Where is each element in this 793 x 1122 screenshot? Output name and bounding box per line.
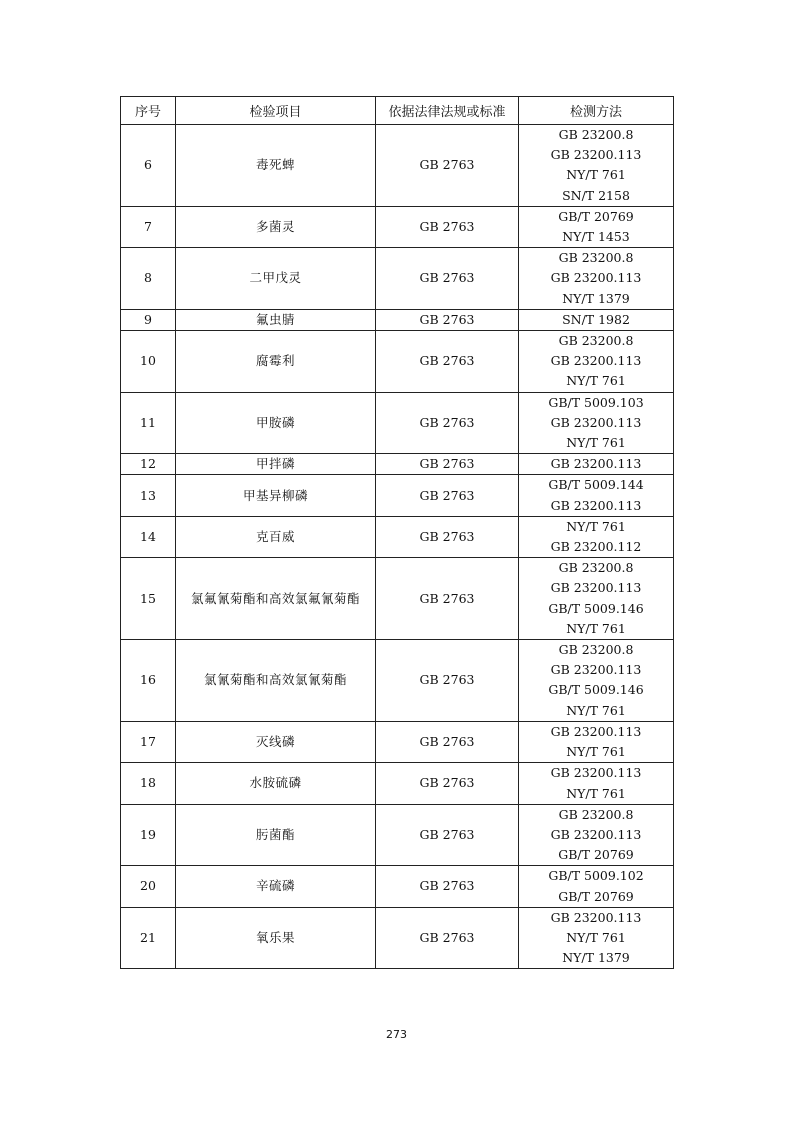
header-legal-basis: 依据法律法规或标准	[376, 97, 519, 125]
test-method-line: GB 23200.113	[550, 765, 642, 781]
table-row	[121, 206, 674, 247]
row-inspection-item: 氯氰菊酯和高效氯氰菊酯	[176, 640, 376, 722]
table-row	[121, 309, 674, 330]
row-serial-number: 13	[121, 475, 176, 516]
test-method-line: GB 23200.113	[550, 826, 642, 842]
test-method-line: SN/T 1982	[562, 311, 630, 327]
row-legal-basis: GB 2763	[376, 206, 519, 247]
test-method-line: NY/T 761	[566, 167, 626, 183]
row-test-methods	[519, 392, 674, 454]
row-serial-number: 19	[121, 804, 176, 866]
row-inspection-item: 克百威	[176, 516, 376, 557]
table-row	[121, 248, 674, 310]
row-inspection-item: 灭线磷	[176, 721, 376, 762]
test-method-line: NY/T 761	[566, 435, 626, 451]
row-test-methods	[519, 763, 674, 804]
test-method-line: GB 23200.8	[558, 250, 634, 266]
row-test-methods	[519, 331, 674, 393]
row-inspection-item: 毒死蜱	[176, 125, 376, 207]
test-method-line: NY/T 761	[566, 785, 626, 801]
table-row	[121, 721, 674, 762]
test-method-line: GB 23200.113	[550, 414, 642, 430]
table-row	[121, 516, 674, 557]
row-legal-basis: GB 2763	[376, 640, 519, 722]
test-method-line: GB/T 20769	[558, 847, 634, 863]
test-method-line: GB 23200.113	[550, 147, 642, 163]
row-legal-basis: GB 2763	[376, 721, 519, 762]
test-method-line: GB 23200.8	[558, 127, 634, 142]
row-serial-number: 6	[121, 125, 176, 207]
table-row	[121, 907, 674, 969]
table-row	[121, 392, 674, 454]
row-inspection-item: 氟虫腈	[176, 309, 376, 330]
row-legal-basis: GB 2763	[376, 866, 519, 907]
row-serial-number: 8	[121, 248, 176, 310]
test-method-line: GB 23200.113	[550, 497, 642, 513]
row-serial-number: 21	[121, 907, 176, 969]
row-inspection-item: 腐霉利	[176, 331, 376, 393]
inspection-table	[120, 96, 674, 969]
test-method-line: GB 23200.8	[558, 642, 634, 658]
inspection-table-container	[120, 96, 673, 969]
row-legal-basis: GB 2763	[376, 516, 519, 557]
row-test-methods	[519, 558, 674, 640]
row-test-methods	[519, 721, 674, 762]
test-method-line: GB 23200.113	[550, 662, 642, 678]
table-row	[121, 558, 674, 640]
row-legal-basis: GB 2763	[376, 454, 519, 475]
row-serial-number: 18	[121, 763, 176, 804]
test-method-line: NY/T 1379	[562, 950, 630, 966]
row-inspection-item: 氧乐果	[176, 907, 376, 969]
row-test-methods	[519, 206, 674, 247]
page-number: 273	[386, 1028, 407, 1041]
header-inspection-item: 检验项目	[176, 97, 376, 125]
row-test-methods	[519, 475, 674, 516]
test-method-line: GB/T 5009.102	[548, 868, 644, 884]
test-method-line: GB/T 5009.103	[548, 394, 644, 410]
row-serial-number: 20	[121, 866, 176, 907]
row-serial-number: 12	[121, 454, 176, 475]
test-method-line: GB 23200.8	[558, 333, 634, 349]
row-legal-basis: GB 2763	[376, 804, 519, 866]
row-test-methods	[519, 866, 674, 907]
test-method-line: GB 23200.8	[558, 806, 634, 822]
table-header-row	[121, 97, 674, 125]
row-legal-basis: GB 2763	[376, 763, 519, 804]
table-row	[121, 475, 674, 516]
row-test-methods	[519, 804, 674, 866]
table-row	[121, 763, 674, 804]
test-method-line: GB 23200.113	[550, 909, 642, 925]
row-legal-basis: GB 2763	[376, 309, 519, 330]
test-method-line: GB 23200.113	[550, 270, 642, 286]
test-method-line: GB 23200.112	[550, 539, 642, 555]
test-method-line: GB 23200.113	[550, 723, 642, 739]
test-method-line: GB/T 20769	[558, 208, 634, 224]
row-serial-number: 9	[121, 309, 176, 330]
table-row	[121, 331, 674, 393]
row-inspection-item: 甲基异柳磷	[176, 475, 376, 516]
row-serial-number: 11	[121, 392, 176, 454]
row-legal-basis: GB 2763	[376, 248, 519, 310]
row-legal-basis: GB 2763	[376, 475, 519, 516]
test-method-line: GB 23200.113	[550, 456, 642, 472]
row-test-methods	[519, 125, 674, 207]
test-method-line: NY/T 761	[566, 929, 626, 945]
row-test-methods	[519, 516, 674, 557]
test-method-line: NY/T 761	[566, 373, 626, 389]
row-serial-number: 16	[121, 640, 176, 722]
table-row	[121, 640, 674, 722]
header-serial-number: 序号	[121, 97, 176, 125]
table-row	[121, 125, 674, 207]
test-method-line: NY/T 1453	[562, 229, 630, 245]
row-legal-basis: GB 2763	[376, 558, 519, 640]
table-row	[121, 454, 674, 475]
row-inspection-item: 氯氟氰菊酯和高效氯氟氰菊酯	[176, 558, 376, 640]
row-serial-number: 15	[121, 558, 176, 640]
test-method-line: NY/T 761	[566, 518, 626, 534]
test-method-line: GB/T 5009.146	[548, 682, 644, 698]
test-method-line: GB 23200.113	[550, 353, 642, 369]
row-inspection-item: 辛硫磷	[176, 866, 376, 907]
test-method-line: GB/T 5009.146	[548, 600, 644, 616]
row-legal-basis: GB 2763	[376, 125, 519, 207]
table-body	[121, 125, 674, 969]
row-serial-number: 7	[121, 206, 176, 247]
row-serial-number: 14	[121, 516, 176, 557]
test-method-line: GB/T 5009.144	[548, 477, 644, 493]
row-legal-basis: GB 2763	[376, 392, 519, 454]
test-method-line: NY/T 761	[566, 620, 626, 636]
header-test-method: 检测方法	[519, 97, 674, 125]
row-inspection-item: 肟菌酯	[176, 804, 376, 866]
row-serial-number: 10	[121, 331, 176, 393]
table-row	[121, 804, 674, 866]
table-row	[121, 866, 674, 907]
row-inspection-item: 甲胺磷	[176, 392, 376, 454]
test-method-line: NY/T 1379	[562, 290, 630, 306]
test-method-line: GB 23200.113	[550, 580, 642, 596]
row-inspection-item: 二甲戊灵	[176, 248, 376, 310]
row-test-methods	[519, 309, 674, 330]
test-method-line: NY/T 761	[566, 702, 626, 718]
row-inspection-item: 水胺硫磷	[176, 763, 376, 804]
row-test-methods	[519, 248, 674, 310]
row-test-methods	[519, 640, 674, 722]
test-method-line: NY/T 761	[566, 744, 626, 760]
row-serial-number: 17	[121, 721, 176, 762]
row-legal-basis: GB 2763	[376, 907, 519, 969]
row-inspection-item: 甲拌磷	[176, 454, 376, 475]
row-legal-basis: GB 2763	[376, 331, 519, 393]
row-test-methods	[519, 454, 674, 475]
test-method-line: GB/T 20769	[558, 888, 634, 904]
row-inspection-item: 多菌灵	[176, 206, 376, 247]
test-method-line: SN/T 2158	[562, 187, 630, 203]
row-test-methods	[519, 907, 674, 969]
test-method-line: GB 23200.8	[558, 560, 634, 576]
